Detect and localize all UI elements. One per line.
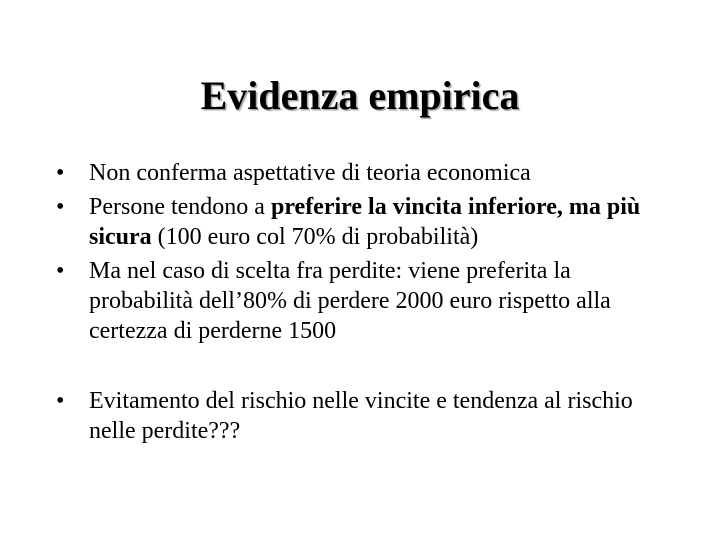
bullet-text-prefix: Persone tendono a xyxy=(89,194,271,220)
bullet-item-1 xyxy=(56,158,676,188)
bullet-list xyxy=(56,158,676,450)
bullet-marker: • xyxy=(56,160,65,186)
bullet-marker: • xyxy=(56,194,65,220)
bullet-marker: • xyxy=(56,388,65,414)
bullet-text-emphasis: preferire la vincita inferiore, ma più sicura xyxy=(89,194,641,250)
bullet-item-4 xyxy=(56,386,676,446)
bullet-item-2 xyxy=(56,192,676,252)
slide-title: Evidenza empirica xyxy=(200,73,520,118)
bullet-text: Ma nel caso di scelta fra perdite: viene preferita la probabilità dell’80% di perdere 2000 euro rispetto alla certezza di perderne 1500 xyxy=(89,258,611,344)
bullet-item-3 xyxy=(56,256,676,346)
bullet-text-suffix: (100 euro col 70% di probabilità) xyxy=(151,224,479,250)
bullet-text: Evitamento del rischio nelle vincite e tendenza al rischio nelle perdite??? xyxy=(89,388,633,444)
bullet-marker: • xyxy=(56,258,65,284)
bullet-text: Non conferma aspettative di teoria economica xyxy=(89,160,531,186)
